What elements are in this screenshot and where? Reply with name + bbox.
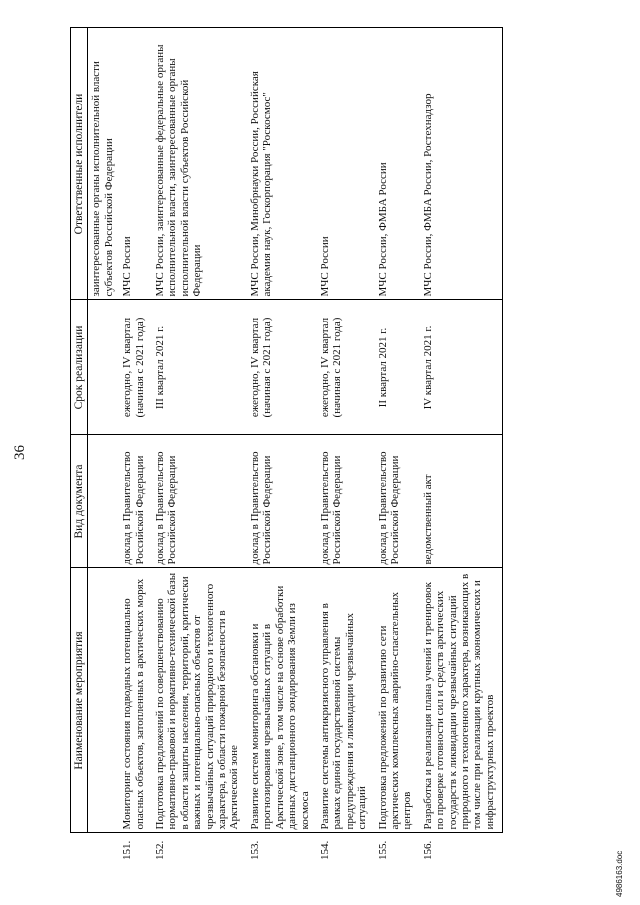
row-deadline: ежегодно, IV квартал (начиная с 2021 года) xyxy=(119,300,152,435)
row-doc-type: доклад в Правительство Российской Федерации xyxy=(119,435,152,568)
table-row xyxy=(420,28,503,863)
row-deadline: II квартал 2021 г. xyxy=(375,300,420,435)
row-deadline: III квартал 2021 г. xyxy=(152,300,247,435)
header-name: Наименование мероприятия xyxy=(71,568,88,833)
table-row xyxy=(375,28,420,863)
row-name: Разработка и реализация плана учений и тренировок по проверке готовности сил и средств арктических государств к ликвидации чрезвычайных ситуаций природного и техногенного характера, возникающих в том числе при реализации крупных экономических и инфраструктурных проектов xyxy=(420,568,503,833)
row-doc-type: доклад в Правительство Российской Федерации xyxy=(247,435,317,568)
table-row xyxy=(247,28,317,863)
table-row xyxy=(317,28,375,863)
row-number: 153. xyxy=(248,840,261,860)
row-name: Развитие системы антикризисного управления в рамках единой государственной системы предупреждения и ликвидации чрезвычайных ситуаций xyxy=(317,568,375,833)
row-doc-type: ведомственный акт xyxy=(420,435,503,568)
row-responsible: МЧС России, Минобрнауки России, Российская академия наук, Госкорпорация "Роскосмос" xyxy=(247,28,317,300)
row-name: Мониторинг состояния подводных потенциально опасных объектов, затопленных в арктических морях xyxy=(119,568,152,833)
row-doc-type: доклад в Правительство Российской Федерации xyxy=(317,435,375,568)
carryover-responsible: заинтересованные органы исполнительной власти субъектов Российской Федерации xyxy=(88,28,119,300)
row-responsible: МЧС России, заинтересованные федеральные органы исполнительной власти, заинтересованные органы исполнительной власти субъектов Российской Федерации xyxy=(152,28,247,300)
row-responsible: МЧС России, ФМБА России xyxy=(375,28,420,300)
row-doc-type: доклад в Правительство Российской Федерации xyxy=(375,435,420,568)
table-row-continuation xyxy=(88,28,119,863)
row-number: 155. xyxy=(376,840,389,860)
header-doc-type: Вид документа xyxy=(71,435,88,568)
row-number: 156. xyxy=(421,840,434,860)
row-deadline: IV квартал 2021 г. xyxy=(420,300,503,435)
page-number: 36 xyxy=(12,445,28,460)
row-name: Подготовка предложений по совершенствованию нормативно-правовой и нормативно-технической базы в области защиты населения, территорий, критически важных и потенциально-опасных объектов от чрезвычайных ситуаций природного и техногенного характера, в области пожарной безопасности в Арктической зоне xyxy=(152,568,247,833)
row-responsible: МЧС России, ФМБА России, Ростехнадзор xyxy=(420,28,503,300)
row-name: Подготовка предложений по развитию сети арктических комплексных аварийно-спасательных центров xyxy=(375,568,420,833)
header-deadline: Срок реализации xyxy=(71,300,88,435)
table-header-row xyxy=(71,28,88,863)
row-name: Развитие систем мониторинга обстановки и прогнозирования чрезвычайных ситуаций в Арктической зоне, в том числе на основе обработки данных дистанционного зондирования Земли из космоса xyxy=(247,568,317,833)
row-number: 152. xyxy=(154,840,167,860)
row-responsible: МЧС России xyxy=(317,28,375,300)
table-row xyxy=(119,28,152,863)
row-number: 154. xyxy=(318,840,331,860)
row-deadline: ежегодно, IV квартал (начиная с 2021 года) xyxy=(247,300,317,435)
row-deadline: ежегодно, IV квартал (начиная с 2021 года) xyxy=(317,300,375,435)
header-responsible: Ответственные исполнители xyxy=(71,28,88,300)
footer-file-code: 4986163.doc xyxy=(615,850,624,897)
row-doc-type: доклад в Правительство Российской Федерации xyxy=(152,435,247,568)
row-responsible: МЧС России xyxy=(119,28,152,300)
measures-table xyxy=(70,28,503,864)
row-number: 151. xyxy=(121,840,134,860)
header-num xyxy=(71,833,88,863)
table-row xyxy=(152,28,247,863)
